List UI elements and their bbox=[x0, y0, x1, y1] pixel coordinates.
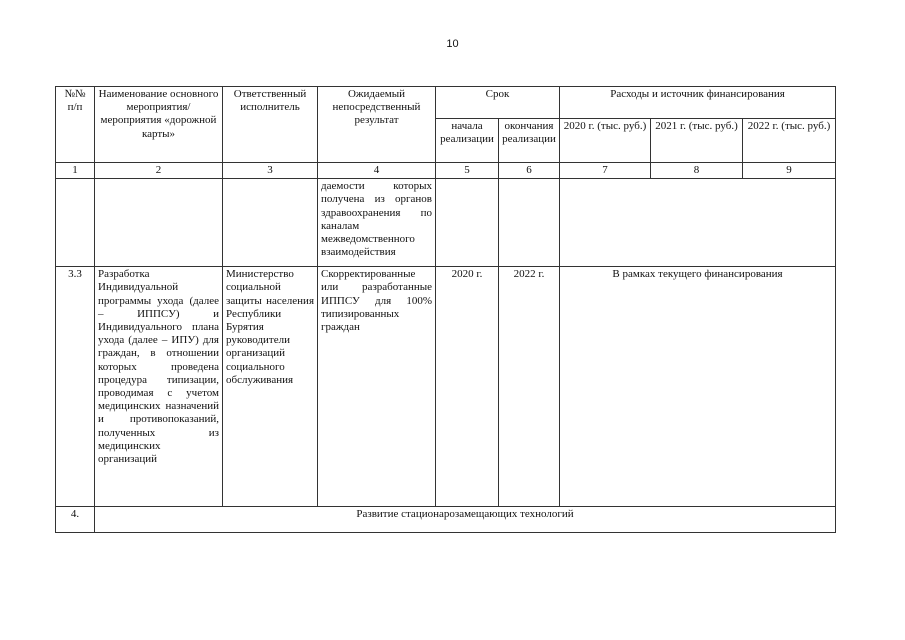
column-number: 7 bbox=[560, 163, 651, 179]
term-end bbox=[499, 179, 560, 267]
header-term: Срок bbox=[436, 87, 560, 119]
row-number bbox=[56, 179, 95, 267]
column-number: 3 bbox=[223, 163, 318, 179]
header-year-2020: 2020 г. (тыс. руб.) bbox=[560, 119, 651, 163]
header-finance: Расходы и источник финансирования bbox=[560, 87, 836, 119]
header-number: №№ п/п bbox=[56, 87, 95, 163]
section-number: 4. bbox=[56, 507, 95, 533]
expected-result: Скорректированные или разработанные ИППСУ для 100% типизированных граждан bbox=[318, 267, 436, 507]
section-title: Развитие стационарозамещающих технологий bbox=[95, 507, 836, 533]
table-row bbox=[56, 179, 836, 267]
column-number: 1 bbox=[56, 163, 95, 179]
column-number-row bbox=[56, 163, 836, 179]
header-row-1 bbox=[56, 87, 836, 119]
expected-result: даемости которых получена из органов здравоохранения по каналам межведомственного взаимодействия bbox=[318, 179, 436, 267]
term-end: 2022 г. bbox=[499, 267, 560, 507]
term-start: 2020 г. bbox=[436, 267, 499, 507]
column-number: 6 bbox=[499, 163, 560, 179]
responsible bbox=[223, 179, 318, 267]
header-responsible: Ответственный исполнитель bbox=[223, 87, 318, 163]
table-row bbox=[56, 267, 836, 507]
header-term-end: окончания реализации bbox=[499, 119, 560, 163]
responsible: Министерство социальной защиты населения Республики Бурятия руководители организаций социального обслуживания bbox=[223, 267, 318, 507]
page-number: 10 bbox=[446, 38, 459, 50]
roadmap-table bbox=[55, 86, 836, 533]
finance: В рамках текущего финансирования bbox=[560, 267, 836, 507]
header-activity-name: Наименование основного мероприятия/мероприятия «дорожной карты» bbox=[95, 87, 223, 163]
term-start bbox=[436, 179, 499, 267]
header-term-start: начала реализации bbox=[436, 119, 499, 163]
column-number: 8 bbox=[651, 163, 743, 179]
column-number: 4 bbox=[318, 163, 436, 179]
column-number: 5 bbox=[436, 163, 499, 179]
column-number: 9 bbox=[743, 163, 836, 179]
column-number: 2 bbox=[95, 163, 223, 179]
finance bbox=[560, 179, 836, 267]
section-row bbox=[56, 507, 836, 533]
activity-name: Разработка Индивидуальной программы ухода (далее – ИППСУ) и Индивидуального плана ухода (далее – ИПУ) для граждан, в отношении которых проведена процедура типизации, проводимая с учетом медицинских назначений и противопоказаний, полученных из медицинских организаций bbox=[95, 267, 223, 507]
row-number: 3.3 bbox=[56, 267, 95, 507]
header-year-2021: 2021 г. (тыс. руб.) bbox=[651, 119, 743, 163]
header-expected-result: Ожидаемый непосредственный результат bbox=[318, 87, 436, 163]
activity-name bbox=[95, 179, 223, 267]
header-year-2022: 2022 г. (тыс. руб.) bbox=[743, 119, 836, 163]
